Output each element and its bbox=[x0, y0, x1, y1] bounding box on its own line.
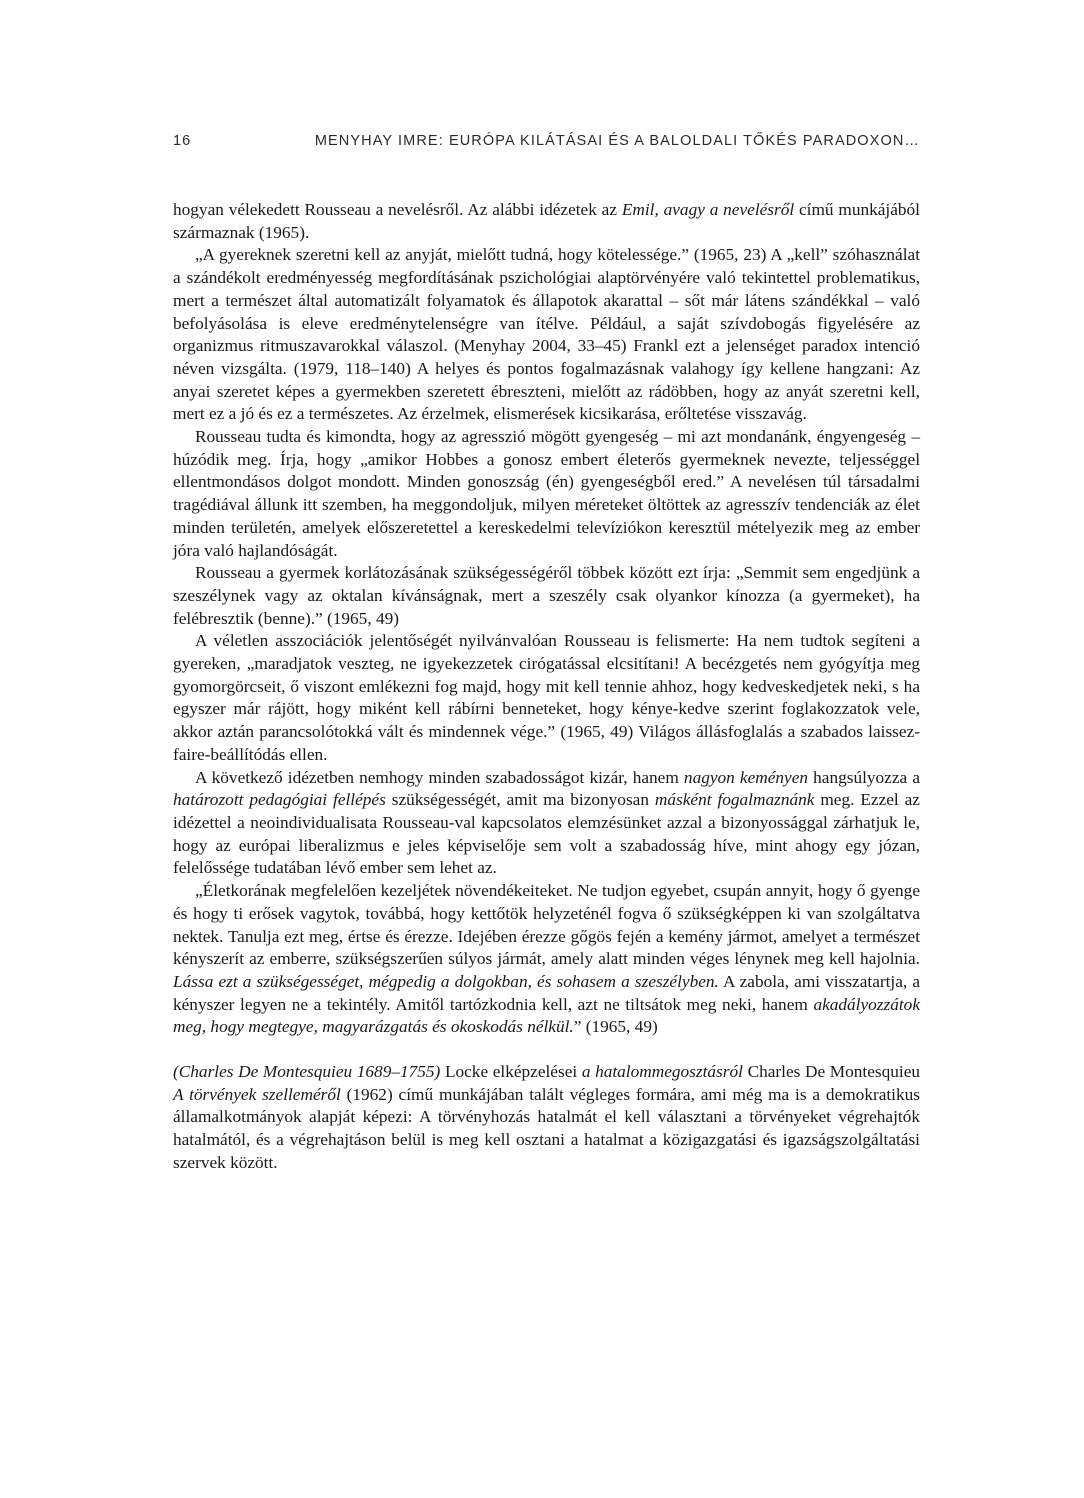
paragraph-p3 bbox=[173, 426, 920, 562]
paragraph-p7 bbox=[173, 880, 920, 1039]
paragraph-p5 bbox=[173, 630, 920, 766]
text-run: hangsúlyozza a bbox=[808, 767, 920, 787]
paragraph-p1 bbox=[173, 199, 920, 244]
italic-text: Emil, avagy a nevelésről bbox=[621, 200, 795, 219]
text-run: Rousseau a gyermek korlátozásának szükségességéről többek között ezt írja: „Semmit sem engedjünk a szeszélynek vagy az oktalan kívánságnak, mert a szeszély csak olyankor kínozza (a gyermeket), ha felébresztik (benne).” (1965, 49) bbox=[173, 563, 920, 628]
italic-text: (Charles De Montesquieu 1689–1755) bbox=[173, 1062, 441, 1082]
italic-text: másként fogalmaznánk bbox=[654, 790, 815, 810]
text-run: meg. Ezzel az idézettel a neoindividualisata Rousseau-val kapcsolatos elemzésünket azzal a bizonyossággal zárhatjuk le, hogy az európai liberalizmus e jeles képviselője sem volt a szabadosság híve, mint ahogy egy józan, felelőssége tudatában lévő ember sem lehet az. bbox=[173, 790, 920, 878]
page-number: 16 bbox=[173, 133, 192, 149]
text-run: Rousseau tudta és kimondta, hogy az agresszió mögött gyengeség – mi azt mondanánk, éngyengeség – húzódik meg. Írja, hogy „amikor Hobbes a gonosz embert életerős gyermeknek nevezte, teljességgel ellentmondásos dolgot mondott. Minden gonoszság (én) gyengeségből ered.” A nevelésen túl társadalmi tragédiával állunk itt szemben, ha meggondoljuk, milyen méreteket öltöttek az agresszív tendenciák az élet minden területén, amelyek előszeretettel a kereskedelmi televíziókon keresztül mételyezik meg az ember jóra való hajlandóságát. bbox=[173, 427, 920, 560]
body-text bbox=[173, 199, 920, 1175]
italic-text: A törvények szelleméről bbox=[173, 1084, 341, 1104]
text-run: A zabola, ami visszatartja, a kényszer legyen ne a tekintély. Amitől tartózkodnia kell, azt ne tiltsátok meg neki, hanem bbox=[173, 971, 920, 1014]
italic-text: a hatalommegosztásról bbox=[581, 1062, 743, 1082]
text-run: Locke elképzelései bbox=[440, 1062, 582, 1082]
text-run: A következő idézetben nemhogy minden szabadosságot kizár, hanem bbox=[195, 767, 684, 787]
text-run: hogyan vélekedett Rousseau a nevelésről. Az alábbi idézetek az bbox=[173, 200, 622, 219]
text-run: (1962) című munkájában talált végleges formára, ami még ma is a demokratikus államalkotmányok alapját képezi: A törvényhozás hatalmát el kell választani a törvényeket végrehajtók hatalmától, és a végrehajtáson belül is meg kell osztani a hatalmat a közigazgatási és igazságszolgáltatási szervek között. bbox=[173, 1084, 920, 1172]
text-run: „A gyereknek szeretni kell az anyját, mielőtt tudná, hogy kötelessége.” (1965, 23) A „kell” szóhasználat a szándékolt eredményesség megfordításának pszichológiai alaptörvényére való tekintettel problematikus, mert a természet által automatizált folyamatok és állapotok akarattal – sőt már látens szándékkal – való befolyásolása is eleve eredménytelenségre van ítélve. Például, a saját szívdobogás figyelésére az organizmus ritmuszavarokkal válaszol. (Menyhay 2004, 33–45) Frankl ezt a jelenséget paradox intenció néven vizsgálta. (1979, 118–140) A helyes és pontos fogalmazásnak valahogy így kellene hangzani: Az anyai szeretet képes a gyermekben szeretett ébreszteni, mielőtt az rádöbben, hogy az anyát szeretni kell, mert ez a jó és ez a természetes. Az érzelmek, elismerések kicsikarása, erőltetése visszavág. bbox=[173, 245, 920, 424]
text-run: „Életkorának megfelelően kezeljétek növendékeiteket. Ne tudjon egyebet, csupán annyit, hogy ő gyenge és hogy ti erősek vagytok, továbbá, hogy kettőtök helyzeténél fogva ő szükségképpen ki van szolgáltatva nektek. Tanulja ezt meg, értse és érezze. Idejében érezze gőgös fején a kemény jármot, amelyet a természet kényszerít az emberre, szükségszerűen súlyos jármát, amely alatt minden véges lénynek meg kell hajolnia. bbox=[173, 881, 920, 969]
text-run: szükségességét, amit ma bizonyosan bbox=[385, 790, 655, 810]
paragraph-p6 bbox=[173, 767, 920, 881]
paragraph-p8 bbox=[173, 1061, 920, 1175]
page-header bbox=[173, 133, 920, 157]
text-run: Charles De Montesquieu bbox=[742, 1062, 921, 1082]
paragraph-p4 bbox=[173, 562, 920, 630]
text-run: című munkájából származnak (1965). bbox=[173, 200, 920, 242]
running-title: MENYHAY IMRE: EURÓPA KILÁTÁSAI ÉS A BALOLDALI TŐKÉS PARADOXON… bbox=[314, 133, 920, 149]
italic-text: határozott pedagógiai fellépés bbox=[173, 790, 386, 810]
italic-text: Lássa ezt a szükségességet, mégpedig a dolgokban, és sohasem a szeszélyben. bbox=[173, 971, 719, 991]
italic-text: nagyon keményen bbox=[683, 767, 809, 787]
paragraph-p2 bbox=[173, 244, 920, 426]
text-run: ” (1965, 49) bbox=[573, 1017, 658, 1037]
italic-text: akadályozzátok meg, hogy megtegye, magyarázgatás és okoskodás nélkül. bbox=[173, 994, 920, 1037]
text-run: A véletlen asszociációk jelentőségét nyilvánvalóan Rousseau is felismerte: Ha nem tudtok segíteni a gyereken, „maradjatok veszteg, ne igyekezzetek cirógatással elcsitítani! A becézgetés nem gyógyítja meg gyomorgörcseit, ő viszont emlékezni fog majd, hogy mit kell tennie ahhoz, hogy kedveskedjetek neki, s ha egyszer már rájött, hogy miként kell rábírni benneteket, hogy kénye-kedve szerint foglakozzatok vele, akkor aztán parancsolótokká vált és mindennek vége.” (1965, 49) Világos állásfoglalás a szabados laissez-faire-beállítódás ellen. bbox=[173, 631, 920, 764]
